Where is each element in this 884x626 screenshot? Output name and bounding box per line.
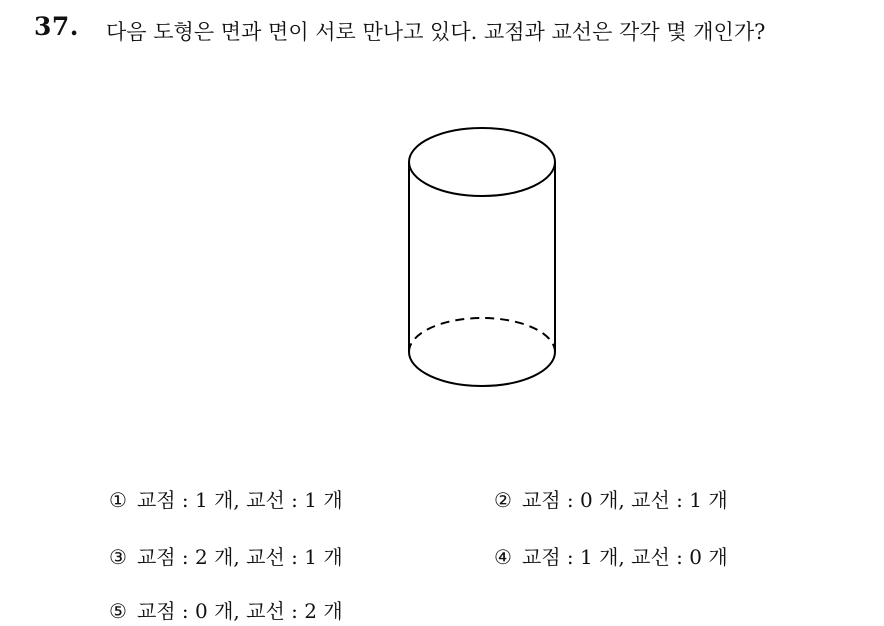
question-text: 다음 도형은 면과 면이 서로 만나고 있다. 교점과 교선은 각각 몇 개인가? (106, 20, 766, 44)
choice-5-marker: ⑤ (109, 599, 127, 623)
choice-4 (494, 541, 728, 570)
choice-4-marker: ④ (494, 545, 512, 569)
choice-1-text: 교점 : 1 개, 교선 : 1 개 (136, 488, 343, 512)
choice-2 (494, 484, 728, 513)
cylinder-figure (395, 118, 571, 398)
choice-5-text: 교점 : 0 개, 교선 : 2 개 (136, 599, 343, 623)
choice-1-marker: ① (109, 488, 127, 512)
choice-3-marker: ③ (109, 545, 127, 569)
cylinder-bottom-hidden-edge (409, 318, 555, 352)
choice-5 (109, 595, 343, 624)
choice-3-text: 교점 : 2 개, 교선 : 1 개 (136, 545, 343, 569)
question-number: 37. (34, 12, 79, 41)
choice-2-marker: ② (494, 488, 512, 512)
choice-4-text: 교점 : 1 개, 교선 : 0 개 (521, 545, 728, 569)
choice-2-text: 교점 : 0 개, 교선 : 1 개 (521, 488, 728, 512)
choice-1 (109, 484, 343, 513)
cylinder-top-face (409, 128, 555, 196)
cylinder-bottom-visible-edge (409, 352, 555, 386)
choice-3 (109, 541, 343, 570)
